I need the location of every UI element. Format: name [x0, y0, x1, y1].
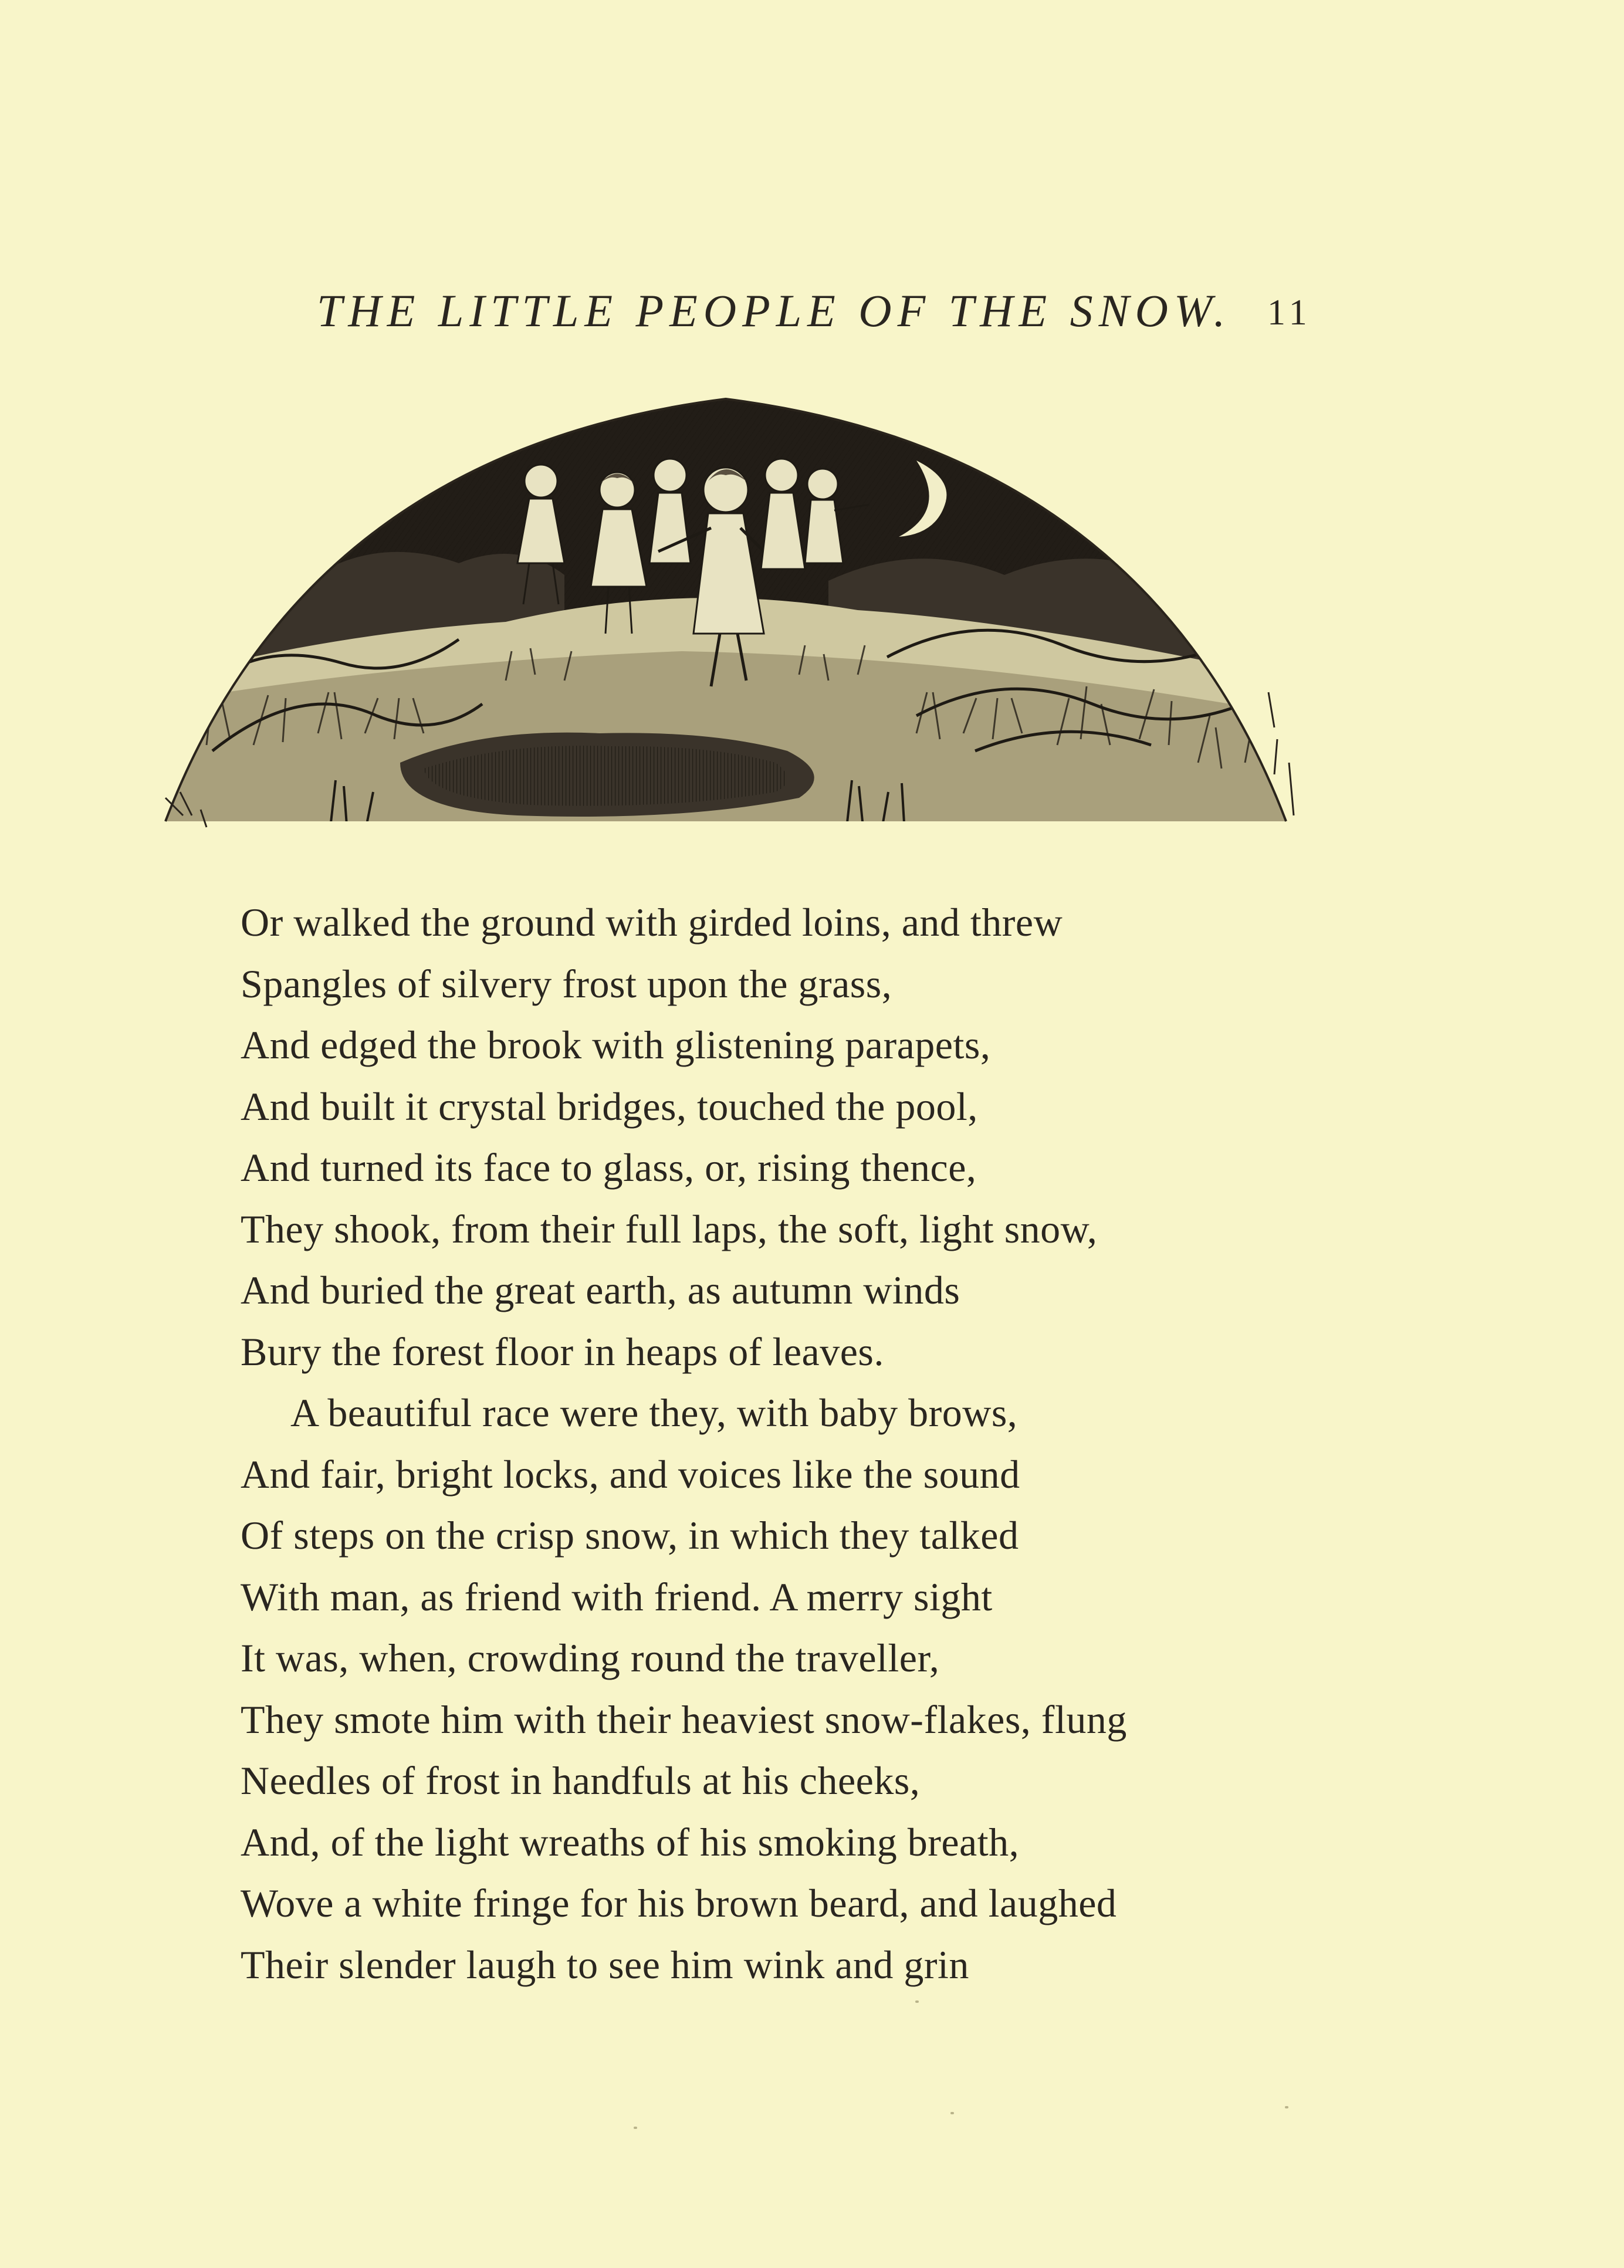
poem-line: And turned its face to glass, or, rising thence, — [241, 1145, 977, 1190]
running-title: THE LITTLE PEOPLE OF THE SNOW. — [317, 285, 1231, 336]
poem-line: And, of the light wreaths of his smoking breath, — [241, 1819, 1020, 1864]
poem-line: Wove a white fringe for his brown beard, and laughed — [241, 1881, 1117, 1925]
paper-speck — [915, 2000, 919, 2003]
engraving-fairies-dancing-by-pool-icon — [154, 387, 1298, 833]
poem-line: Or walked the ground with girded loins, and threw — [241, 900, 1063, 945]
poem-line: It was, when, crowding round the traveller, — [241, 1636, 940, 1680]
page-number: 11 — [1267, 293, 1312, 333]
paper-speck — [1285, 2106, 1288, 2108]
poem-line: Their slender laugh to see him wink and grin — [241, 1942, 969, 1987]
paper-speck — [634, 2127, 637, 2129]
poem-line: With man, as friend with friend. A merry sight — [241, 1574, 993, 1619]
poem-line: Bury the forest floor in heaps of leaves. — [241, 1329, 884, 1374]
running-head — [0, 276, 1624, 346]
poem-line: And buried the great earth, as autumn winds — [241, 1268, 960, 1312]
poem — [241, 892, 1355, 1995]
poem-line: And built it crystal bridges, touched the pool, — [241, 1084, 978, 1129]
poem-line: They shook, from their full laps, the soft, light snow, — [241, 1206, 1098, 1251]
poem-line: And edged the brook with glistening parapets, — [241, 1023, 991, 1067]
poem-line: And fair, bright locks, and voices like the sound — [241, 1451, 1020, 1497]
poem-line: Spangles of silvery frost upon the grass, — [241, 961, 892, 1006]
paper-speck — [950, 2112, 954, 2114]
poem-line: Of steps on the crisp snow, in which they talked — [241, 1513, 1019, 1558]
poem-line: Needles of frost in handfuls at his cheeks, — [241, 1758, 921, 1803]
poem-line-stanza-start: A beautiful race were they, with baby brows, — [290, 1390, 1018, 1435]
poem-line: They smote him with their heaviest snow-flakes, flung — [241, 1697, 1127, 1742]
